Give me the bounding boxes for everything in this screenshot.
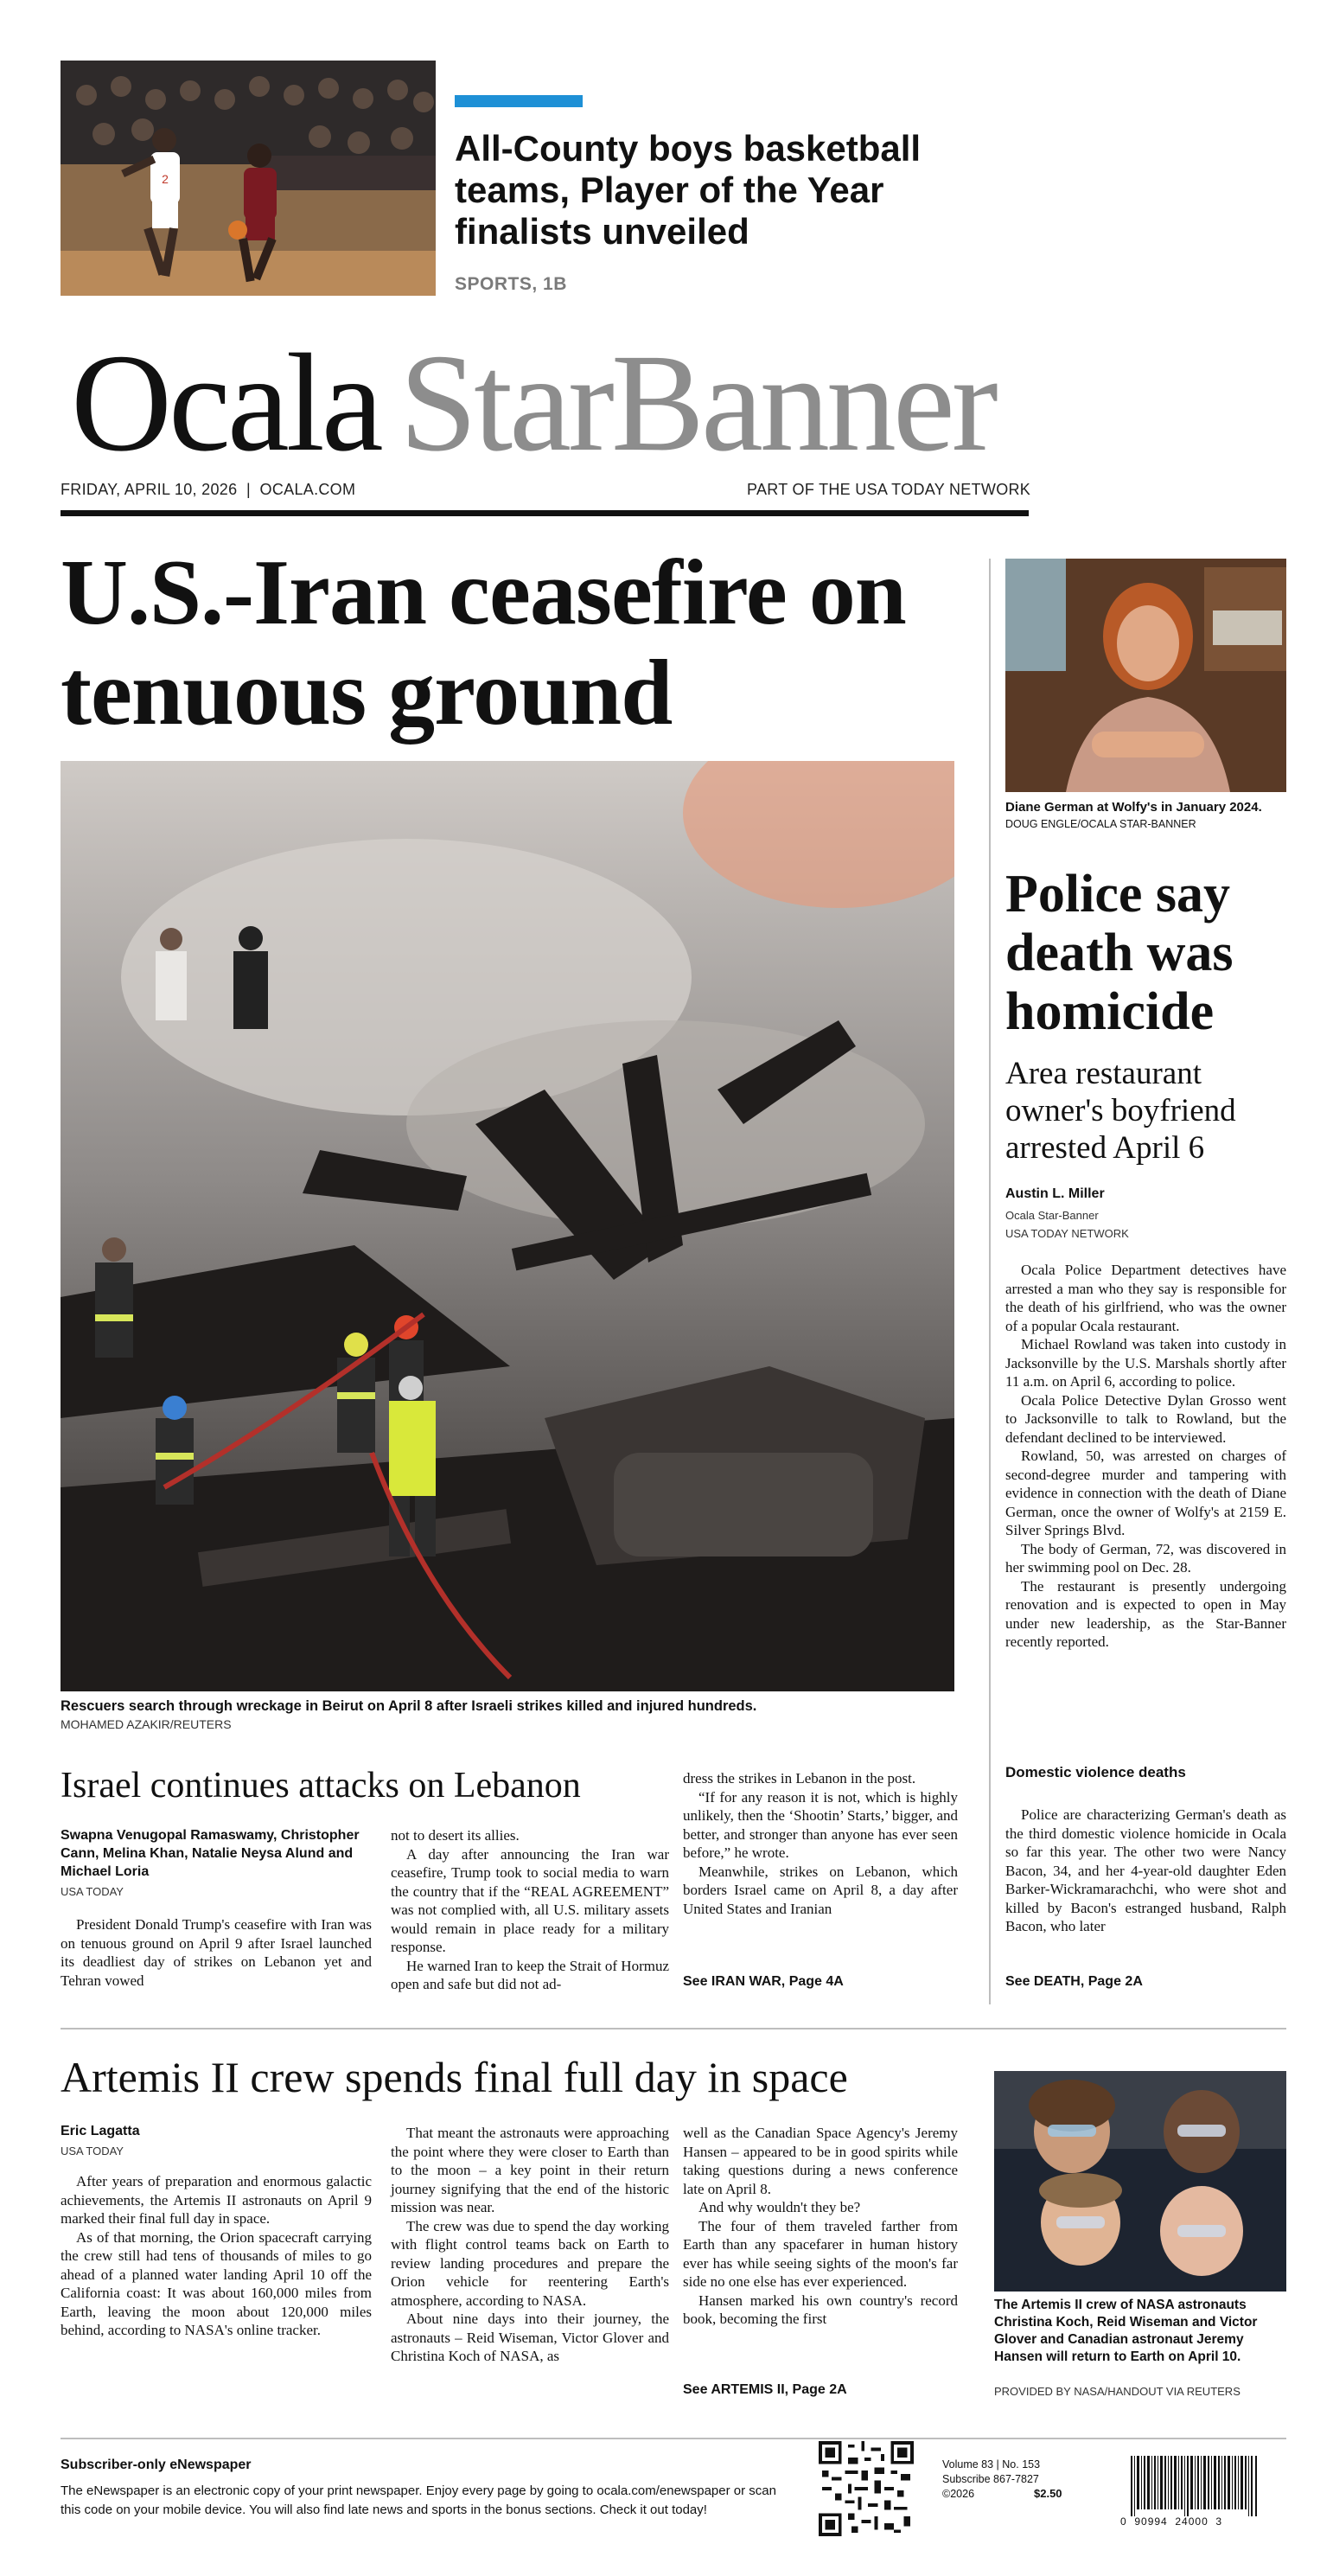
death-byline-org: Ocala Star-Banner — [1005, 1209, 1099, 1222]
artemis-photo-caption: The Artemis II crew of NASA astronauts Christina Koch, Reid Wiseman and Victor Glover and Canadian astronaut Jeremy Hansen will return to Earth on April 10. — [994, 2298, 1258, 2364]
lead-headline[interactable]: U.S.-Iran ceasefire on tenuous ground — [61, 541, 906, 745]
israel-column-2 — [391, 1826, 669, 1994]
paragraph: The restaurant is presently undergoing renovation and is expected to open in May under new leadership, as the Star-Banner recently reported. — [1005, 1577, 1286, 1650]
masthead-starbanner: StarBanner — [399, 326, 995, 481]
paragraph: Ocala Police Detective Dylan Grosso went to Jacksonville to talk to Rowland, but the defendant declined to be interviewed. — [1005, 1391, 1286, 1446]
paragraph: Michael Rowland was taken into custody in Jacksonville by the U.S. Marshals shortly after 11 a.m. on April 6, according to police. — [1005, 1336, 1286, 1390]
svg-text:2: 2 — [162, 172, 169, 186]
cover-price: $2.50 — [1034, 2487, 1062, 2500]
artemis-byline: Eric Lagatta — [61, 2124, 140, 2138]
paragraph: About nine days into their journey, the astronauts – Reid Wiseman, Victor Glover and Christina Koch of NASA, as — [391, 2311, 669, 2364]
paragraph: The crew was due to spend the day working with flight control teams back on Earth to review landing procedures and prepare the Orion vehicle for reentering Earth's atmosphere, according to NASA. — [391, 2217, 669, 2309]
masthead-ocala: Ocala — [71, 326, 380, 481]
skybox-basketball-photo[interactable] — [61, 61, 436, 296]
paragraph: He warned Iran to keep the Strait of Hormuz open and safe but did not ad- — [391, 1957, 669, 1992]
artemis-jump-link[interactable]: See ARTEMIS II, Page 2A — [683, 2382, 847, 2397]
subscribe-phone: Subscribe 867-7827 — [942, 2473, 1039, 2485]
rail-divider — [989, 559, 991, 2004]
volume-number: Volume 83 | No. 153 — [942, 2458, 1041, 2471]
death-deck: Area restaurant owner's boyfriend arrested April 6 — [1005, 1056, 1236, 1166]
artemis-byline-org: USA TODAY — [61, 2145, 124, 2157]
paragraph: Ocala Police Department detectives have arrested a man who they say is responsible for the death of his girlfriend, who was the owner of a popular Ocala restaurant. — [1005, 1262, 1286, 1334]
iran-war-jump-link[interactable]: See IRAN WAR, Page 4A — [683, 1974, 844, 1989]
enewspaper-text: The eNewspaper is an electronic copy of your print newspaper. Enjoy every page by going to ocala.com/enewspaper or scan this code on your mobile device. You will also find late news and sports in the bonus sections. Check it out today! — [61, 2483, 776, 2517]
israel-byline-org: USA TODAY — [61, 1885, 124, 1898]
death-jump-link[interactable]: See DEATH, Page 2A — [1005, 1974, 1143, 1989]
paragraph: “If for any reason it is not, which is highly unlikely, then the ‘Shootin’ Starts,’ bigger, and better, and stronger than anyone has ever seen before,” he wrote. — [683, 1788, 958, 1861]
paragraph: Hansen marked his own country's record book, becoming the first — [683, 2292, 958, 2327]
paragraph: And why wouldn't they be? — [698, 2199, 861, 2215]
caption-text: Diane German at Wolfy's in January 2024. — [1005, 800, 1262, 815]
footer-divider — [61, 2438, 1286, 2439]
rail-diane-german-photo[interactable] — [1005, 559, 1286, 792]
paragraph: As of that morning, the Orion spacecraft carrying the crew still had tens of thousands of miles to go ahead of a planned water landing April 10 off the California coast: It was about 160,000 miles from Earth, leaving the moon about 120,000 miles behind, according to NASA's online tracker. — [61, 2228, 372, 2338]
paragraph: President Donald Trump's ceasefire with Iran was on tenuous ground on April 9 after Israel launched its deadliest day of strikes on Lebanon yet and Tehran vowed — [61, 1916, 372, 1989]
paragraph: After years of preparation and enormous galactic achievements, the Artemis II astronauts on April 9 marked their final full day in space. — [61, 2173, 372, 2227]
paragraph: That meant the astronauts were approaching the point where they were closer to Earth than to the moon – a key point in their return journey signifying that the end of the historic mission was near. — [391, 2125, 669, 2215]
death-headline[interactable]: Police say death was homicide — [1005, 865, 1234, 1041]
artemis-photo-credit: PROVIDED BY NASA/HANDOUT VIA REUTERS — [994, 2385, 1241, 2398]
artemis-column-3 — [683, 2124, 958, 2329]
dateline: FRIDAY, APRIL 10, 2026 | OCALA.COM — [61, 481, 356, 498]
death-column-1 — [1005, 1261, 1286, 1652]
enewspaper-title: Subscriber-only eNewspaper — [61, 2458, 252, 2472]
israel-column-3 — [683, 1769, 958, 1918]
masthead-rule — [61, 510, 1029, 516]
qr-code-icon[interactable] — [819, 2441, 914, 2536]
paragraph: Rowland, 50, was arrested on charges of second-degree murder and tampering with evidence in connection with the death of Diane German, once the owner of Wolfy's at 2159 E. Silver Springs Blvd. — [1005, 1448, 1286, 1538]
death-byline: Austin L. Miller — [1005, 1186, 1105, 1201]
lead-beirut-photo[interactable] — [61, 761, 954, 1691]
section-divider — [61, 2028, 1286, 2029]
paragraph: well as the Canadian Space Agency's Jeremy Hansen – appeared to be in good spirits while taking questions during a news conference late on April 8. — [683, 2125, 958, 2197]
paragraph: The body of German, 72, was discovered in her swimming pool on Dec. 28. — [1005, 1540, 1286, 1576]
network-tagline: PART OF THE USA TODAY NETWORK — [747, 481, 1031, 498]
israel-byline: Swapna Venugopal Ramaswamy, Christopher Cann, Melina Khan, Natalie Neysa Alund and Michael Loria — [61, 1828, 360, 1879]
paragraph: Police are characterizing German's death as the third domestic violence homicide in Ocala so far this year. The other two were Nancy Bacon, 34, and her 4-year-old daughter Eden Barker-Wickramarachchi, who were shot and killed by Bacon's estranged husband, Ralph Bacon, who later — [1005, 1806, 1286, 1934]
skybox-section-ref[interactable]: SPORTS, 1B — [455, 274, 567, 294]
lead-photo-credit: MOHAMED AZAKIR/REUTERS — [61, 1717, 232, 1731]
artemis-crew-photo[interactable] — [994, 2071, 1286, 2292]
death-column-2 — [1005, 1806, 1286, 1936]
israel-subheadline[interactable]: Israel continues attacks on Lebanon — [61, 1766, 581, 1806]
death-byline-network: USA TODAY NETWORK — [1005, 1227, 1129, 1240]
paragraph: A day after announcing the Iran war ceasefire, Trump took to social media to warn the country that if the “REAL AGREEMENT” was not complied with, all U.S. military assets would remain in place ready for a military response. — [391, 1845, 669, 1955]
skybox-headline[interactable]: All-County boys basketball teams, Player of the Year finalists unveiled — [455, 128, 922, 252]
lead-photo-caption: Rescuers search through wreckage in Beirut on April 8 after Israeli strikes killed and injured hundreds. — [61, 1698, 757, 1714]
rail-photo-caption — [1005, 799, 1282, 833]
copyright: ©2026 — [942, 2488, 975, 2500]
skybox-accent-bar — [455, 95, 583, 107]
barcode-number: 0 90994 24000 3 — [1120, 2515, 1223, 2528]
paragraph: dress the strikes in Lebanon in the post. — [683, 1770, 916, 1787]
barcode-icon — [1129, 2456, 1259, 2516]
artemis-headline[interactable]: Artemis II crew spends final full day in space — [61, 2053, 848, 2101]
israel-column-1 — [61, 1915, 372, 1990]
caption-credit: DOUG ENGLE/OCALA STAR-BANNER — [1005, 818, 1196, 830]
artemis-column-1 — [61, 2172, 372, 2340]
paragraph: not to desert its allies. — [391, 1827, 520, 1844]
artemis-column-2 — [391, 2124, 669, 2366]
paragraph: Meanwhile, strikes on Lebanon, which borders Israel came on April 8, a day after United States and Iranian — [683, 1863, 958, 1917]
paragraph: The four of them traveled farther from Earth than any spacefarer in human history ever has while seeing sights of the moon's far side no one else has ever experienced. — [683, 2217, 958, 2290]
death-subhead: Domestic violence deaths — [1005, 1764, 1186, 1780]
